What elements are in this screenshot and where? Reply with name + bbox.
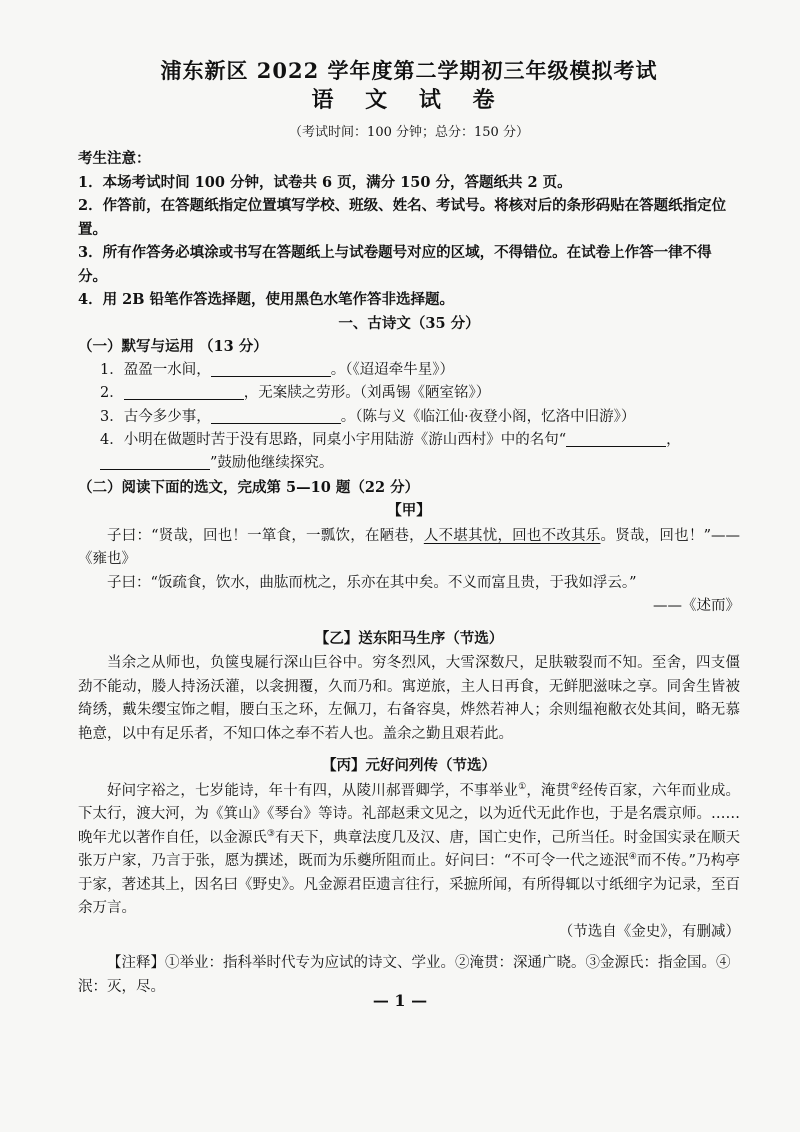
notice-item: 1．本场考试时间 100 分钟，试卷共 6 页，满分 150 分，答题纸共 2 页。 — [78, 173, 572, 191]
question-text: 3．古今多少事， — [100, 408, 211, 425]
question-text: 4．小明在做题时苦于没有思路，同桌小宇用陆游《游山西村》中的名句“ — [100, 431, 567, 448]
passage-text: 而不传。”乃构亭于家，著述其上，因名曰《野史》。凡金源君臣遗言往行，采摭所闻，有所得辄以寸纸细字为记录，至百余万言。 — [78, 853, 740, 917]
passage-text: 好问字裕之，七岁能诗，年十有四，从陵川郝晋卿学，不事举业 — [107, 782, 519, 799]
notice-heading: 考生注意： — [78, 150, 151, 168]
annotations: 【注释】①举业：指科举时代专为应试的诗文、学业。②淹贯：深通广晓。③金源氏：指金国。④泯：灭，尽。 — [78, 955, 731, 995]
passage-bing-text — [78, 780, 740, 921]
passage-text: 。贤哉，回也！”——《雍也》 — [78, 527, 740, 568]
part1-heading: （一）默写与运用 （13 分） — [78, 338, 268, 356]
footnote-marker: ④ — [628, 852, 638, 863]
question-4 — [100, 429, 740, 476]
question-2 — [100, 382, 740, 405]
passage-jia-p1 — [78, 525, 740, 572]
exam-title: 浦东新区 2022 学年度第二学期初三年级模拟考试 — [160, 58, 658, 83]
exam-meta: （考试时间：100 分钟；总分：150 分） — [289, 125, 529, 141]
question-text: 1．盈盈一水间， — [100, 361, 211, 378]
section-title: 一、古诗文（35 分） — [338, 314, 480, 332]
footnote-marker: ③ — [266, 828, 276, 839]
question-text: 。（《迢迢牵牛星》） — [330, 361, 454, 378]
answer-blank[interactable] — [211, 361, 331, 377]
page-number: — 1 — — [372, 991, 428, 1011]
passage-bing-label: 【丙】元好问列传（节选） — [322, 757, 496, 775]
part2-heading: （二）阅读下面的选文，完成第 5—10 题（22 分） — [78, 478, 420, 496]
question-1 — [100, 359, 740, 382]
passage-text: ，淹贯 — [526, 782, 571, 799]
answer-blank[interactable] — [566, 431, 666, 447]
question-text: ，无案牍之劳形。（刘禹锡《陋室铭》） — [243, 385, 491, 402]
passage-jia-source: ——《述而》 — [653, 598, 740, 615]
notice-item: 3．所有作答务必填涂或书写在答题纸上与试卷题号对应的区域，不得错位。在试卷上作答一律不得分。 — [78, 244, 712, 285]
answer-blank[interactable] — [211, 408, 341, 424]
question-3 — [100, 406, 740, 429]
exam-subtitle: 语 文 试 卷 — [311, 87, 507, 114]
passage-bing-source: （节选自《金史》，有删减） — [558, 923, 740, 940]
passage-text: 经传百家，六年而业成。下太行，渡大河，为《箕山》《琴台》等诗。礼部赵秉文见之，以为近代无此作也，于是名震京师。……晚年尤以著作自任，以金源氏 — [78, 782, 741, 846]
footnote-marker: ② — [570, 781, 579, 792]
notice-item: 2．作答前，在答题纸指定位置填写学校、班级、姓名、考试号。将核对后的条形码贴在答题纸指定位置。 — [78, 197, 727, 238]
passage-text: 有天下，典章法度几及汉、唐，国亡史作，己所当任。时金国实录在顺天张万户家，乃言于张，愿为撰述，既而为乐夔所阻而止。好问曰：“不可令一代之迹泯 — [78, 829, 741, 870]
passage-yi-text: 当余之从师也，负箧曳屣行深山巨谷中。穷冬烈风，大雪深数尺，足肤皲裂而不知。至舍，四支僵劲不能动，媵人持汤沃灌，以衾拥覆，久而乃和。寓逆旅，主人日再食，无鲜肥滋味之享。同舍生皆被绮绣，戴朱缨宝饰之帽，腰白玉之环，左佩刀，右备容臭，烨然若神人；余则缊袍敝衣处其间，略无慕艳意，以中有足乐者，不知口体之奉不若人也。盖余之勤且艰若此。 — [78, 655, 740, 742]
underlined-sentence: 人不堪其忧，回也不改其乐 — [423, 527, 601, 544]
question-text: ， — [666, 431, 681, 448]
answer-blank[interactable] — [100, 455, 210, 471]
footnote-marker: ① — [518, 781, 527, 792]
question-text: 2． — [100, 385, 124, 402]
notice-item: 4．用 2B 铅笔作答选择题，使用黑色水笔作答非选择题。 — [78, 291, 455, 309]
question-text: ”鼓励他继续探究。 — [210, 455, 334, 472]
passage-yi-label: 【乙】送东阳马生序（节选） — [314, 629, 504, 647]
passage-text: 子曰：“贤哉，回也！一箪食，一瓢饮，在陋巷， — [107, 527, 424, 544]
answer-blank[interactable] — [124, 385, 244, 401]
passage-jia-p2: 子曰：“饭疏食，饮水，曲肱而枕之，乐亦在其中矣。不义而富且贵，于我如浮云。” — [107, 574, 637, 591]
candidate-notice — [78, 147, 740, 311]
passage-jia-label: 【甲】 — [387, 502, 431, 520]
question-text: 。（陈与义《临江仙·夜登小阁，忆洛中旧游》） — [340, 408, 636, 425]
